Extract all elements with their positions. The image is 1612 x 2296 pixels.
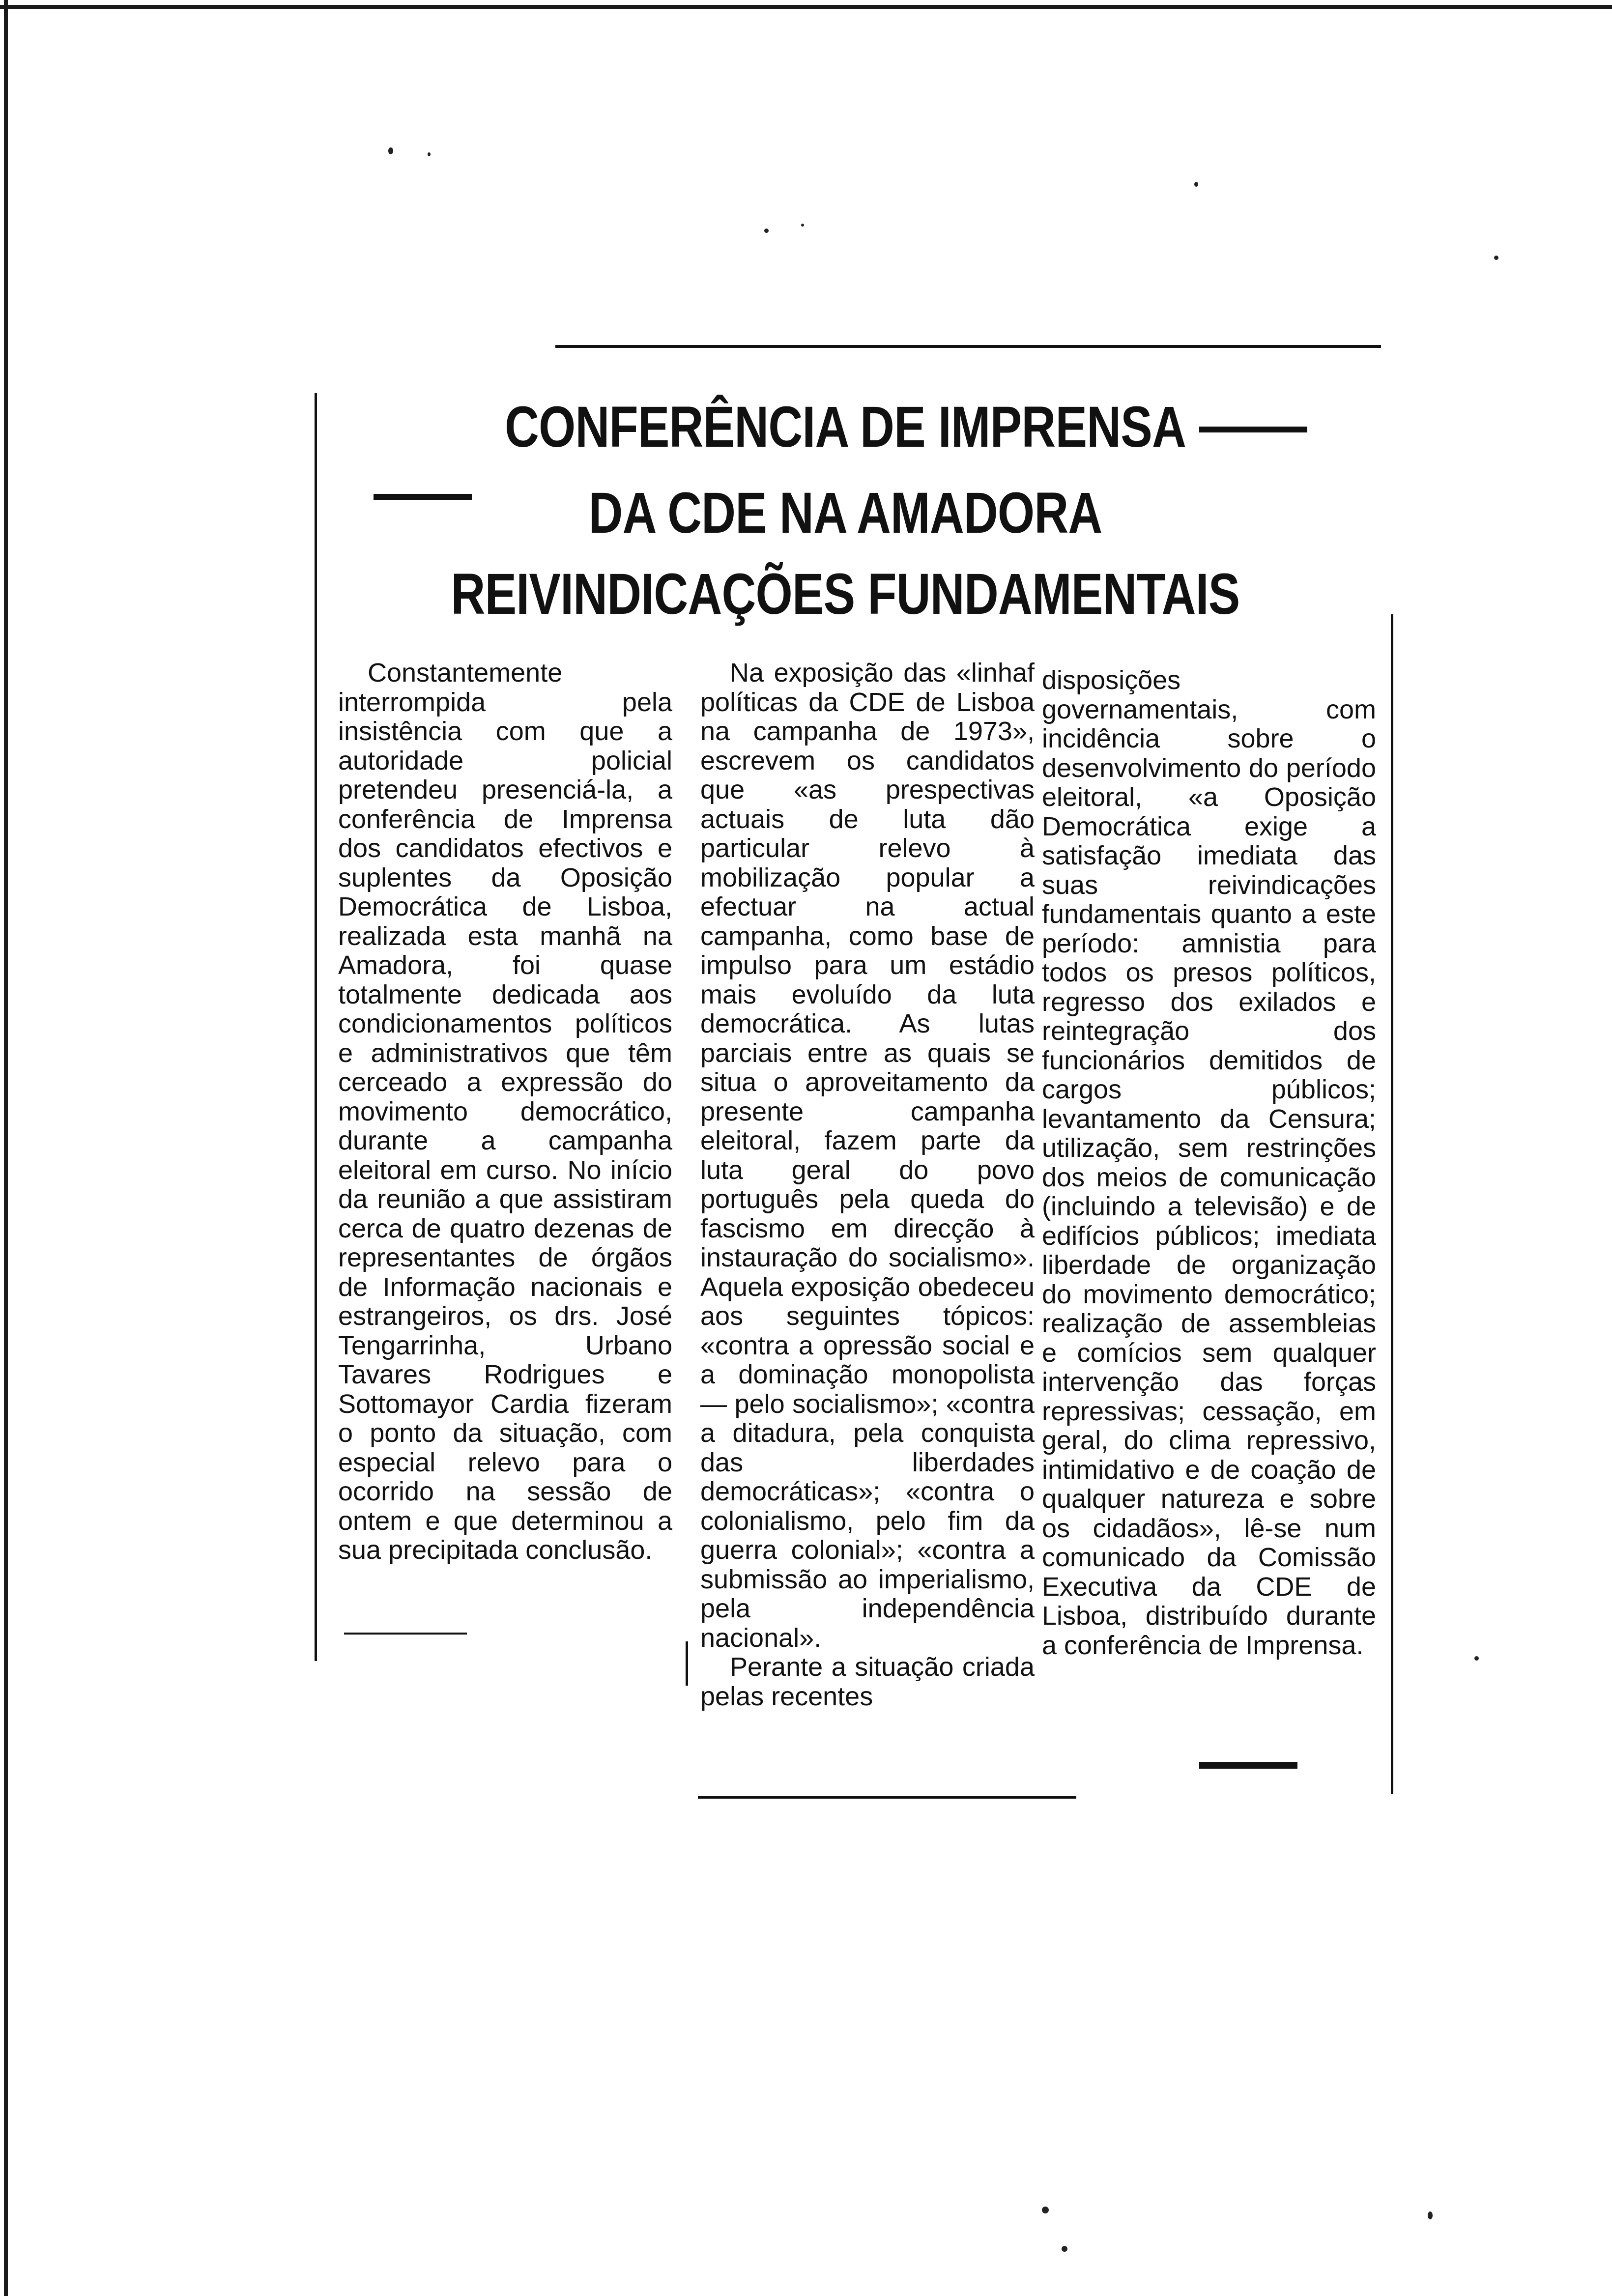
column-divider — [686, 1641, 688, 1686]
column-2-paragraph-1: Na exposição das «linhaf políticas da CDE de Lisboa na campanha de 1973», escrevem os candidatos que «as prespectivas actuais de luta dão particular relevo à mobilização popular a efectuar na actual campanha, como base de impulso para um estádio mais evoluído da luta democrática. As lutas parciais entre as quais se situa o aproveitamento da presente campanha eleitoral, fazem parte da luta geral do povo português pela queda do fascismo em direcção à instauração do socialismo». Aquela exposição obedeceu aos seguintes tópicos: «contra a opressão social e a dominação monopolista — pelo socialismo»; «contra a ditadura, pela conquista das liberdades democráticas»; «contra o colonialismo, pelo fim da guerra colonial»; «contra a submissão ao imperialismo, pela independência nacional». — [700, 658, 1035, 1653]
headline-line-3: REIVINDICAÇÕES FUNDAMENTAIS — [451, 562, 1240, 627]
headline-line-1: CONFERÊNCIA DE IMPRENSA — [504, 395, 1186, 459]
column-3-paragraph: disposições governamentais, com incidência sobre o desenvolvimento do período eleitoral, «a Oposição Democrática exige a satisfação imediata das suas reivindicações fundamentais quanto a este período: amnistia para todos os presos políticos, regresso dos exilados e reintegração dos funcionários demitidos de cargos públicos; levantamento da Censura; utilização, sem restrinções dos meios de comunicação (incluindo a televisão) e de edifícios públicos; imediata liberdade de organização do movimento democrático; realização de assembleias e comícios sem qualquer intervenção das forças repressivas; cessação, em geral, do clima repressivo, intimidativo e de coação de qualquer natureza e sobre os cidadãos», lê-se num comunicado da Comissão Executiva da CDE de Lisboa, distribuído durante a conferência de Imprensa. — [1042, 665, 1376, 1660]
column-2-paragraph-2: Perante a situação criada pelas recentes — [700, 1652, 1035, 1711]
column-1-paragraph: Constantemente interrompida pela insistência com que a autoridade policial pretendeu presenciá-la, a conferência de Imprensa dos candidatos efectivos e suplentes da Oposição Democrática de Lisboa, realizada esta manhã na Amadora, foi quase totalmente dedicada aos condicionamentos políticos e administrativos que têm cerceado a expressão do movimento democrático, durante a campanha eleitoral em curso. No início da reunião a que assistiram cerca de quatro dezenas de representantes de órgãos de Informação nacionais e estrangeiros, os drs. José Tengarrinha, Urbano Tavares Rodrigues e Sottomayor Cardia fizeram o ponto da situação, com especial relevo para o ocorrido na sessão de ontem e que determinou a sua precipitada conclusão. — [338, 658, 672, 1565]
column-1 — [338, 659, 672, 1565]
column-3-end-mark — [1199, 1762, 1297, 1769]
headline-line-2: DA CDE NA AMADORA — [588, 481, 1102, 545]
top-rule — [555, 345, 1381, 348]
column-2 — [700, 659, 1035, 1711]
bottom-rule — [698, 1796, 1076, 1799]
scan-left-edge — [4, 0, 8, 2296]
column-3 — [1042, 666, 1376, 1660]
scan-top-edge — [0, 5, 1612, 9]
headline-dash-right — [1199, 427, 1307, 432]
right-border — [1391, 614, 1393, 1794]
headline-dash-left — [374, 494, 472, 500]
column-1-end-rule — [344, 1633, 467, 1635]
left-border — [315, 393, 317, 1661]
